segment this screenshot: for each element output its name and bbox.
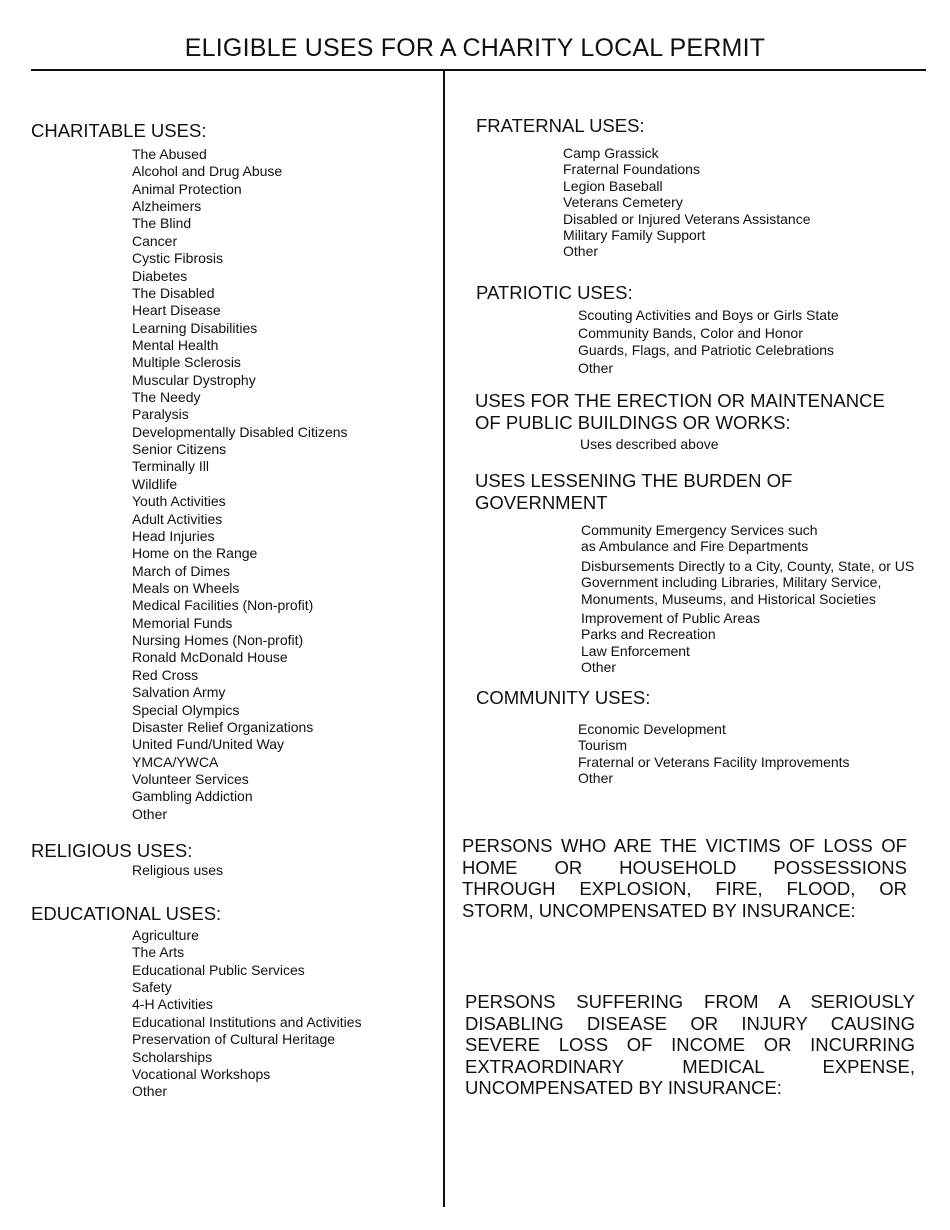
list-item: Home on the Range [132, 545, 258, 562]
list-item: Volunteer Services [132, 770, 249, 787]
list-item: March of Dimes [132, 562, 231, 579]
list-item: Alcohol and Drug Abuse [132, 163, 283, 180]
list-item: Guards, Flags, and Patriotic Celebrations [578, 342, 835, 358]
charitable-uses-heading: CHARITABLE USES: [31, 120, 207, 141]
list-item: Legion Baseball [563, 177, 663, 194]
list-item: Law Enforcement [581, 642, 690, 659]
list-item: Fraternal or Veterans Facility Improvements [578, 753, 850, 770]
public-buildings-heading-line2: OF PUBLIC BUILDINGS OR WORKS: [475, 412, 791, 433]
list-item: Medical Facilities (Non-profit) [132, 597, 314, 614]
list-item: Diabetes [132, 267, 188, 284]
list-item: Terminally Ill [132, 458, 210, 475]
list-item: Tourism [578, 737, 628, 754]
list-item: United Fund/United Way [132, 736, 284, 753]
fraternal-uses-heading: FRATERNAL USES: [476, 115, 645, 136]
list-item: Youth Activities [132, 493, 226, 510]
list-item: Educational Institutions and Activities [132, 1013, 362, 1030]
religious-uses-list [132, 862, 223, 879]
patriotic-uses-list [578, 307, 839, 377]
list-item: Red Cross [132, 666, 199, 683]
list-item: Disabled or Injured Veterans Assistance [563, 210, 811, 227]
list-item: Camp Grassick [563, 145, 659, 161]
public-buildings-heading [475, 390, 885, 434]
list-item: Memorial Funds [132, 614, 233, 631]
list-item: Monuments, Museums, and Historical Societies [581, 590, 876, 607]
list-item: Military Family Support [563, 227, 706, 244]
list-item: Other [581, 659, 617, 676]
list-item: Religious uses [132, 862, 224, 878]
title-divider [31, 69, 926, 71]
list-item: Other [563, 243, 599, 260]
list-item: Scholarships [132, 1048, 213, 1065]
list-item: Parks and Recreation [581, 626, 716, 643]
list-item: Alzheimers [132, 198, 202, 215]
list-item: Safety [132, 979, 172, 996]
burden-heading-line2: GOVERNMENT [475, 492, 608, 513]
list-item: Preservation of Cultural Heritage [132, 1031, 336, 1048]
list-item: Cancer [132, 232, 178, 249]
list-item: Improvement of Public Areas [581, 610, 760, 627]
list-item: Vocational Workshops [132, 1065, 271, 1082]
list-item: Other [578, 359, 614, 376]
list-item: Salvation Army [132, 684, 226, 701]
list-item: Developmentally Disabled Citizens [132, 423, 348, 440]
list-item: Gambling Addiction [132, 788, 253, 805]
list-item: Cystic Fibrosis [132, 250, 224, 267]
list-item: Other [578, 770, 614, 787]
list-item: Agriculture [132, 927, 199, 943]
victims-of-loss-paragraph: PERSONS WHO ARE THE VICTIMS OF LOSS OF HOME OR HOUSEHOLD POSSESSIONS THROUGH EXPLOSION, FIRE, FLOOD, OR STORM, UNCOMPENSATED BY INSURANCE: [462, 835, 907, 921]
community-uses-list [578, 721, 850, 787]
list-item: Uses described above [580, 436, 719, 452]
patriotic-uses-heading: PATRIOTIC USES: [476, 282, 633, 303]
list-item: Economic Development [578, 721, 726, 737]
list-item: The Needy [132, 389, 201, 406]
column-divider [443, 70, 445, 1207]
list-item: Disbursements Directly to a City, County, State, or US [581, 557, 915, 574]
list-item: Other [132, 805, 168, 822]
list-item: The Disabled [132, 284, 215, 301]
religious-uses-heading: RELIGIOUS USES: [31, 840, 193, 861]
list-item: Wildlife [132, 475, 178, 492]
list-item: 4-H Activities [132, 996, 213, 1013]
list-item: Multiple Sclerosis [132, 354, 241, 371]
list-item: Special Olympics [132, 701, 240, 718]
list-item: Disaster Relief Organizations [132, 718, 314, 735]
burden-of-government-heading [475, 470, 792, 514]
list-item: Animal Protection [132, 180, 242, 197]
list-item: Ronald McDonald House [132, 649, 288, 666]
list-item: Meals on Wheels [132, 579, 240, 596]
list-item: Educational Public Services [132, 961, 305, 978]
educational-uses-list [132, 927, 362, 1101]
list-item: Senior Citizens [132, 441, 227, 458]
page-title: ELIGIBLE USES FOR A CHARITY LOCAL PERMIT [184, 34, 766, 62]
list-item: Learning Disabilities [132, 319, 258, 336]
list-item: Veterans Cemetery [563, 194, 683, 211]
list-item: Fraternal Foundations [563, 161, 700, 178]
community-uses-heading: COMMUNITY USES: [476, 687, 651, 708]
educational-uses-heading: EDUCATIONAL USES: [31, 903, 222, 924]
list-item: Community Bands, Color and Honor [578, 324, 803, 341]
list-item: Scouting Activities and Boys or Girls State [578, 307, 839, 323]
fraternal-uses-list [563, 145, 810, 260]
list-item: The Arts [132, 944, 185, 961]
list-item: The Blind [132, 215, 192, 232]
list-item: Muscular Dystrophy [132, 371, 256, 388]
list-item: Mental Health [132, 336, 219, 353]
list-item: Other [132, 1083, 168, 1100]
list-item: Nursing Homes (Non-profit) [132, 632, 304, 649]
list-item: Community Emergency Services such [581, 522, 818, 538]
list-item: YMCA/YWCA [132, 753, 219, 770]
burden-heading-line1: USES LESSENING THE BURDEN OF [475, 470, 793, 491]
public-buildings-heading-line1: USES FOR THE ERECTION OR MAINTENANCE [475, 390, 885, 411]
list-item: Paralysis [132, 406, 189, 423]
charitable-uses-list [132, 146, 348, 823]
list-item: The Abused [132, 146, 207, 162]
disabling-disease-paragraph: PERSONS SUFFERING FROM A SERIOUSLY DISABLING DISEASE OR INJURY CAUSING SEVERE LOSS OF INCOME OR INCURRING EXTRAORDINARY MEDICAL EXPENSE, UNCOMPENSATED BY INSURANCE: [465, 991, 915, 1098]
public-buildings-list [580, 436, 719, 454]
list-item: Adult Activities [132, 510, 223, 527]
burden-of-government-list [581, 522, 914, 676]
list-item: Government including Libraries, Military Service, [581, 574, 882, 591]
list-item: Heart Disease [132, 302, 221, 319]
list-item: as Ambulance and Fire Departments [581, 538, 809, 555]
list-item: Head Injuries [132, 527, 215, 544]
